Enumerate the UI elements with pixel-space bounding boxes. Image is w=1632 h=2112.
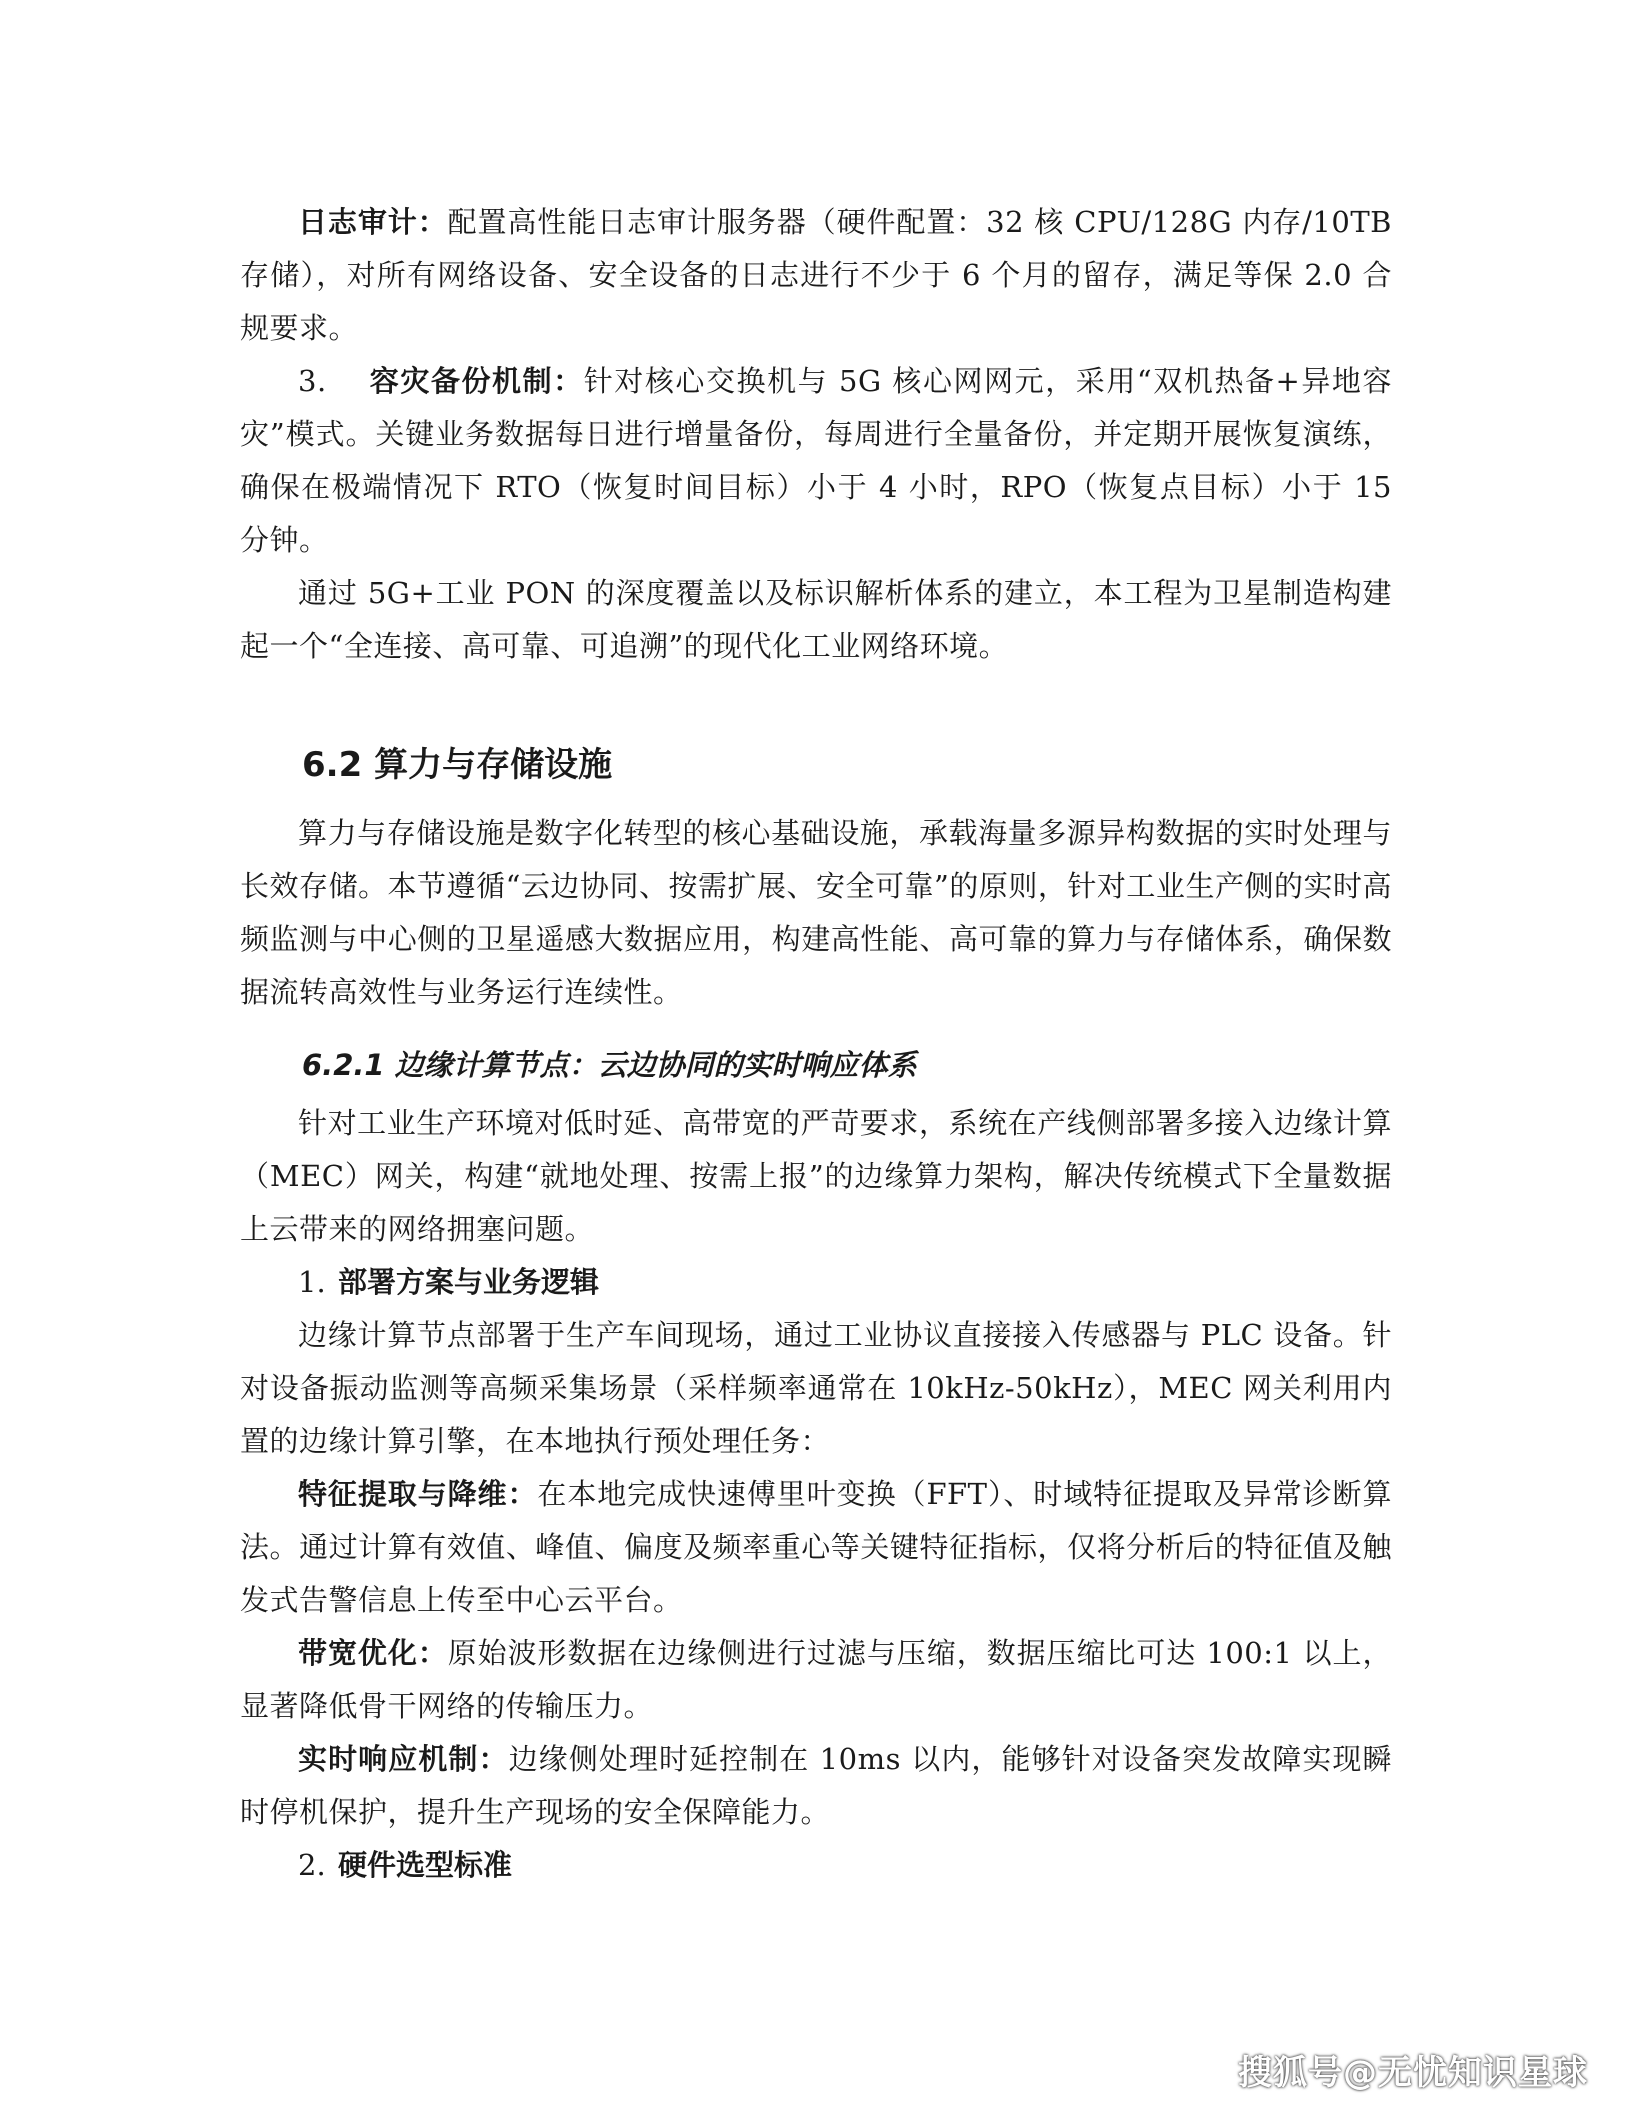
- realtime-paragraph: [240, 1733, 1392, 1839]
- list-item-hardware: [240, 1839, 1392, 1892]
- list-item-number: 1.: [298, 1265, 326, 1299]
- intro-6-2-1-paragraph: 针对工业生产环境对低时延、高带宽的严苛要求，系统在产线侧部署多接入边缘计算（MEC）网关，构建“就地处理、按需上报”的边缘算力架构，解决传统模式下全量数据上云带来的网络拥塞问题。: [240, 1106, 1392, 1246]
- dr-backup-paragraph: [240, 355, 1392, 567]
- list-item-label: 硬件选型标准: [338, 1848, 513, 1882]
- log-audit-text: 配置高性能日志审计服务器（硬件配置：32 核 CPU/128G 内存/10TB 存储），对所有网络设备、安全设备的日志进行不少于 6 个月的留存，满足等保 2.0 合规要求。: [240, 205, 1392, 345]
- realtime-lead: 实时响应机制：: [298, 1742, 509, 1776]
- intro-6-2-paragraph: 算力与存储设施是数字化转型的核心基础设施，承载海量多源异构数据的实时处理与长效存储。本节遵循“云边协同、按需扩展、安全可靠”的原则，针对工业生产侧的实时高频监测与中心侧的卫星遥感大数据应用，构建高性能、高可靠的算力与存储体系，确保数据流转高效性与业务运行连续性。: [240, 816, 1392, 1009]
- feature-lead: 特征提取与降维：: [298, 1477, 538, 1511]
- source-watermark: 搜狐号@无忧知识星球: [1238, 2053, 1588, 2093]
- dr-backup-text: 针对核心交换机与 5G 核心网网元，采用“双机热备+异地容灾”模式。关键业务数据每日进行增量备份，每周进行全量备份，并定期开展恢复演练，确保在极端情况下 RTO（恢复时间目标）小于 4 小时，RPO（恢复点目标）小于 15 分钟。: [240, 364, 1392, 557]
- list-item-label: 部署方案与业务逻辑: [338, 1265, 600, 1299]
- document-page: [240, 196, 1392, 1892]
- dr-backup-number: 3.: [298, 364, 327, 398]
- bandwidth-paragraph: [240, 1627, 1392, 1733]
- deploy-body-paragraph: 边缘计算节点部署于生产车间现场，通过工业协议直接接入传感器与 PLC 设备。针对设备振动监测等高频采集场景（采样频率通常在 10kHz-50kHz），MEC 网关利用内置的边缘计算引擎，在本地执行预处理任务：: [240, 1318, 1392, 1458]
- log-audit-paragraph: [240, 196, 1392, 355]
- list-item-deployment: [240, 1256, 1392, 1309]
- list-item-number: 2.: [298, 1848, 326, 1882]
- bandwidth-lead: 带宽优化：: [298, 1636, 448, 1670]
- summary-paragraph: 通过 5G+工业 PON 的深度覆盖以及标识解析体系的建立，本工程为卫星制造构建起一个“全连接、高可靠、可追溯”的现代化工业网络环境。: [240, 576, 1392, 663]
- realtime-text: 边缘侧处理时延控制在 10ms 以内，能够针对设备突发故障实现瞬时停机保护，提升生产现场的安全保障能力。: [240, 1742, 1392, 1829]
- feature-text: 在本地完成快速傅里叶变换（FFT）、时域特征提取及异常诊断算法。通过计算有效值、峰值、偏度及频率重心等关键特征指标，仅将分析后的特征值及触发式告警信息上传至中心云平台。: [240, 1477, 1392, 1617]
- feature-paragraph: [240, 1468, 1392, 1627]
- section-heading-6-2: 6.2 算力与存储设施: [302, 745, 613, 785]
- bandwidth-text: 原始波形数据在边缘侧进行过滤与压缩，数据压缩比可达 100:1 以上，显著降低骨干网络的传输压力。: [240, 1636, 1392, 1723]
- subsection-heading-6-2-1: 6.2.1 边缘计算节点：云边协同的实时响应体系: [302, 1048, 917, 1082]
- dr-backup-lead: 容灾备份机制：: [369, 364, 584, 398]
- log-audit-lead: 日志审计：: [298, 205, 448, 239]
